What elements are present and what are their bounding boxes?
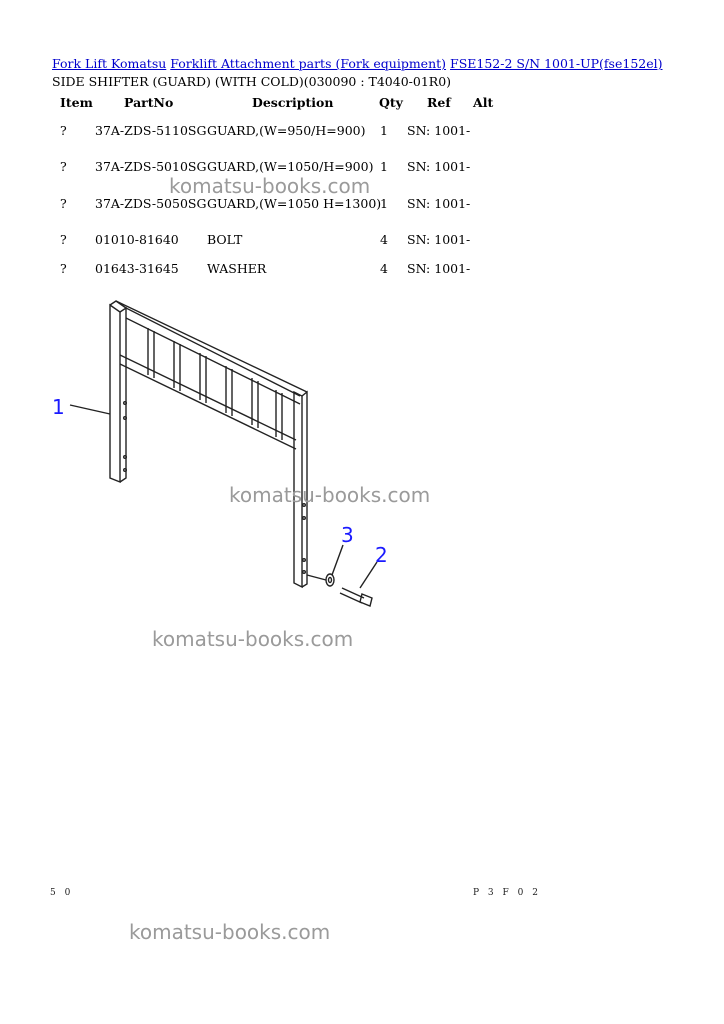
watermark-4: komatsu-books.com	[129, 920, 331, 944]
cell-qty: 4	[380, 232, 388, 247]
cell-qty: 1	[380, 159, 388, 174]
col-header-qty: Qty	[379, 95, 403, 110]
parts-diagram	[0, 290, 724, 610]
cell-ref: SN: 1001-	[407, 232, 471, 247]
cell-item: ?	[60, 232, 67, 247]
col-header-item: Item	[60, 95, 93, 110]
watermark-1: komatsu-books.com	[169, 174, 371, 198]
cell-item: ?	[60, 123, 67, 138]
watermark-2: komatsu-books.com	[229, 483, 431, 507]
cell-description: GUARD,(W=1050/H=900)	[207, 159, 374, 174]
cell-partno: 01010-81640	[95, 232, 179, 247]
page-title: SIDE SHIFTER (GUARD) (WITH COLD)(030090 : T4040-01R0)	[52, 74, 452, 89]
cell-description: GUARD,(W=950/H=900)	[207, 123, 366, 138]
cell-ref: SN: 1001-	[407, 123, 471, 138]
cell-item: ?	[60, 159, 67, 174]
breadcrumb-link-attachment-parts[interactable]: Forklift Attachment parts (Fork equipment)	[170, 56, 447, 71]
breadcrumb-link-forklift-komatsu[interactable]: Fork Lift Komatsu	[52, 56, 167, 71]
cell-partno: 37A-ZDS-5010SG	[95, 159, 207, 174]
col-header-alt: Alt	[473, 95, 494, 110]
cell-description: GUARD,(W=1050 H=1300)	[207, 196, 382, 211]
watermark-3: komatsu-books.com	[152, 627, 354, 651]
cell-qty: 1	[380, 196, 388, 211]
callout-3: 3	[341, 523, 354, 547]
breadcrumb	[52, 56, 663, 71]
cell-qty: 1	[380, 123, 388, 138]
cell-description: WASHER	[207, 261, 267, 276]
col-header-partno: PartNo	[124, 95, 174, 110]
cell-item: ?	[60, 196, 67, 211]
cell-partno: 37A-ZDS-5110SG	[95, 123, 207, 138]
col-header-description: Description	[252, 95, 334, 110]
cell-ref: SN: 1001-	[407, 159, 471, 174]
cell-ref: SN: 1001-	[407, 196, 471, 211]
cell-qty: 4	[380, 261, 388, 276]
cell-partno: 37A-ZDS-5050SG	[95, 196, 207, 211]
footer-right-code: P 3 F 0 2	[473, 888, 541, 898]
cell-ref: SN: 1001-	[407, 261, 471, 276]
callout-2: 2	[375, 543, 388, 567]
cell-partno: 01643-31645	[95, 261, 179, 276]
col-header-ref: Ref	[427, 95, 451, 110]
cell-item: ?	[60, 261, 67, 276]
callout-1: 1	[52, 395, 65, 419]
cell-description: BOLT	[207, 232, 243, 247]
footer-left-code: 5 0	[50, 888, 74, 898]
breadcrumb-link-model[interactable]: FSE152-2 S/N 1001-UP(fse152el)	[450, 56, 663, 71]
